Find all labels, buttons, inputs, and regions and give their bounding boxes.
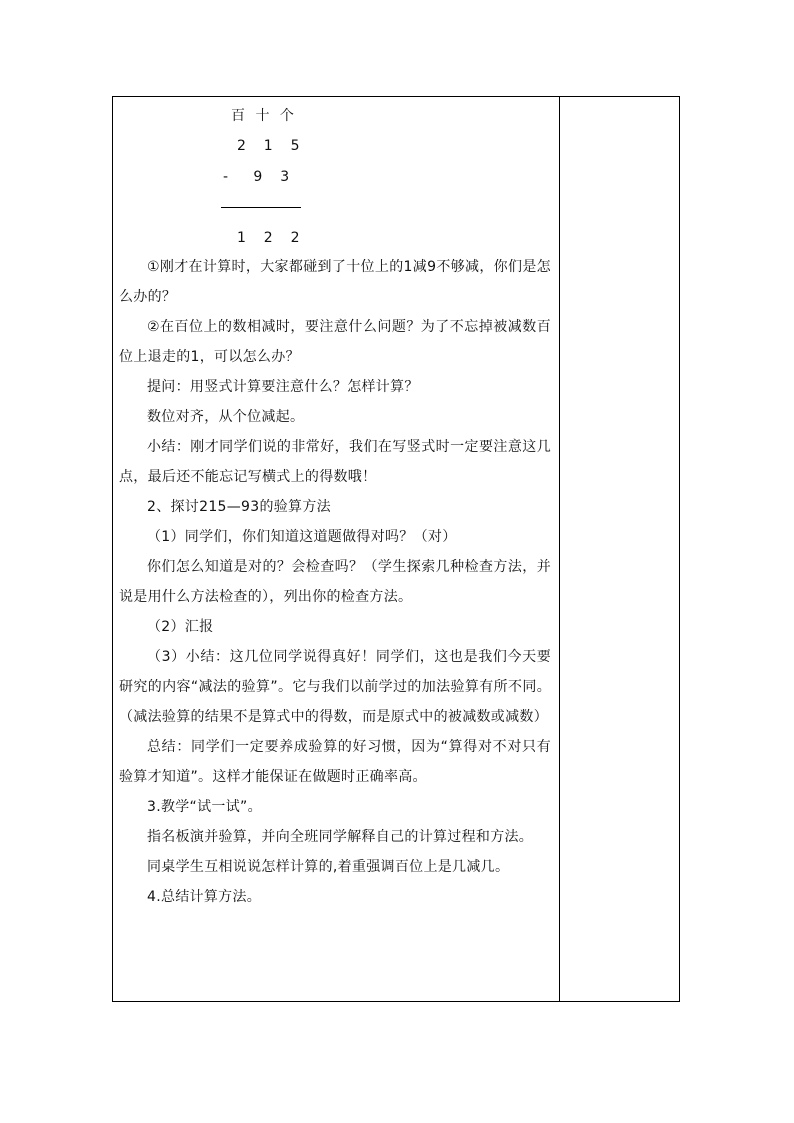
paragraph: 3.教学“试一试”。 <box>147 799 262 815</box>
column-divider <box>559 97 560 1001</box>
paragraph: 小结：刚才同学们说的非常好，我们在写竖式时一定要注意这几点，最后还不能忘记写横式上的得数哦！ <box>119 439 551 485</box>
paragraph: 数位对齐，从个位减起。 <box>147 409 305 425</box>
paragraph: ②在百位上的数相减时，要注意什么问题？为了不忘掉被减数百位上退走的1，可以怎么办？ <box>119 319 551 365</box>
paragraph: （1）同学们，你们知道这道题做得对吗？（对） <box>147 529 457 545</box>
paragraph: 同桌学生互相说说怎样计算的,着重强调百位上是几减几。 <box>147 859 510 875</box>
lesson-table <box>112 96 680 1002</box>
lesson-text <box>119 252 551 912</box>
paragraph: （3）小结：这几位同学说得真好！同学们，这也是我们今天要研究的内容“减法的验算”。它与我们以前学过的加法验算有所不同。（减法验算的结果不是算式中的得数，而是原式中的被减数或减数） <box>119 649 551 725</box>
minuend-row: 2 1 5 <box>237 138 303 154</box>
paragraph: ①刚才在计算时，大家都碰到了十位上的1减9不够减，你们是怎么办的？ <box>119 259 551 305</box>
paragraph: 你们怎么知道是对的？会检查吗？（学生探索几种检查方法，并说是用什么方法检查的），列出你的检查方法。 <box>119 559 551 605</box>
vertical-subtraction <box>113 97 559 246</box>
paragraph: 4.总结计算方法。 <box>147 889 262 905</box>
paragraph: 2、探讨215—93的验算方法 <box>147 499 331 515</box>
paragraph: 提问：用竖式计算要注意什么？怎样计算？ <box>147 379 419 395</box>
place-value-header: 百 十 个 <box>231 108 297 124</box>
paragraph: 总结：同学们一定要养成验算的好习惯，因为“算得对不对只有验算才知道”。这样才能保证在做题时正确率高。 <box>119 739 551 785</box>
sum-line <box>221 207 301 208</box>
paragraph: 指名板演并验算，并向全班同学解释自己的计算过程和方法。 <box>147 829 534 845</box>
paragraph: （2）汇报 <box>147 619 214 635</box>
subtrahend-row: - 9 3 <box>223 169 293 185</box>
result-row: 1 2 2 <box>237 230 303 246</box>
